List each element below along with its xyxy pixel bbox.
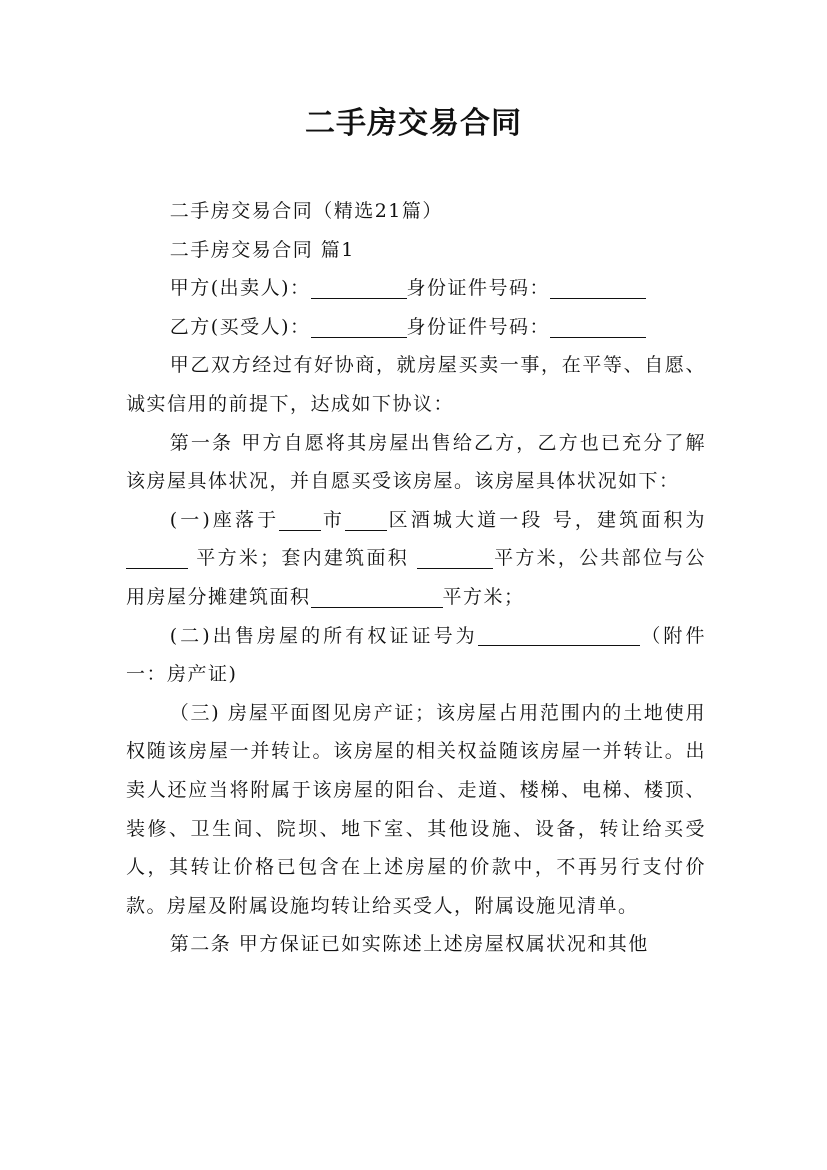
party-b-id-blank (550, 316, 646, 338)
document-title: 二手房交易合同 (305, 106, 522, 141)
item-2-paragraph (126, 617, 706, 694)
item-1-text-f: 平方米； (442, 585, 525, 608)
district-blank (345, 509, 387, 531)
item-2-text-a: (二)出售房屋的所有权证证号为 (169, 624, 478, 647)
article-1-paragraph: 第一条 甲方自愿将其房屋出售给乙方，乙方也已充分了解该房屋具体状况，并自愿买受该房屋。该房屋具体状况如下： (126, 431, 706, 493)
party-a-name-blank (311, 277, 407, 299)
item-3-paragraph: （三) 房屋平面图见房产证；该房屋占用范围内的土地使用权随该房屋一并转让。该房屋的相关权益随该房屋一并转让。出卖人还应当将附属于该房屋的阳台、走道、楼梯、电梯、楼顶、装修、卫生间、院坝、地下室、其他设施、设备，转让给买受人，其转让价格已包含在上述房屋的价款中，不再另行支付价款。房屋及附属设施均转让给买受人，附属设施见清单。 (126, 701, 706, 917)
document-body (126, 192, 706, 964)
party-a-id-blank (550, 277, 646, 299)
city-blank (279, 509, 321, 531)
floor-area-blank (126, 547, 188, 569)
party-a-label: 甲方(出卖人)： (169, 277, 311, 300)
document-heading: 二手房交易合同（精选21篇） (169, 200, 443, 222)
section-title: 二手房交易合同 篇1 (169, 238, 355, 261)
party-a-line (126, 269, 706, 308)
item-1-text-d: 平方米；套内建筑面积 (188, 547, 418, 570)
party-b-name-blank (311, 316, 407, 338)
party-a-id-label: 身份证件号码： (406, 277, 551, 300)
item-1-text-c: 区酒城大道一段 号，建筑面积为 (387, 508, 706, 531)
item-1-paragraph (126, 501, 706, 617)
item-1-text-a: (一)座落于 (169, 508, 280, 531)
certificate-number-blank (478, 624, 640, 646)
item-1-text-b: 市 (321, 508, 346, 531)
item-1-text-e: 平方米，公共部位与公用房屋分摊建筑面积 (126, 547, 706, 608)
article-2-paragraph: 第二条 甲方保证已如实陈述上述房屋权属状况和其他 (169, 933, 649, 956)
party-b-label: 乙方(买受人)： (169, 315, 311, 338)
shared-area-blank (311, 586, 443, 608)
party-b-line (126, 308, 706, 347)
inner-area-blank (417, 547, 493, 569)
intro-paragraph: 甲乙双方经过有好协商，就房屋买卖一事，在平等、自愿、诚实信用的前提下，达成如下协议： (126, 354, 706, 415)
item-2-text-b: （附件一：房产证) (126, 624, 706, 686)
party-b-id-label: 身份证件号码： (406, 315, 551, 338)
